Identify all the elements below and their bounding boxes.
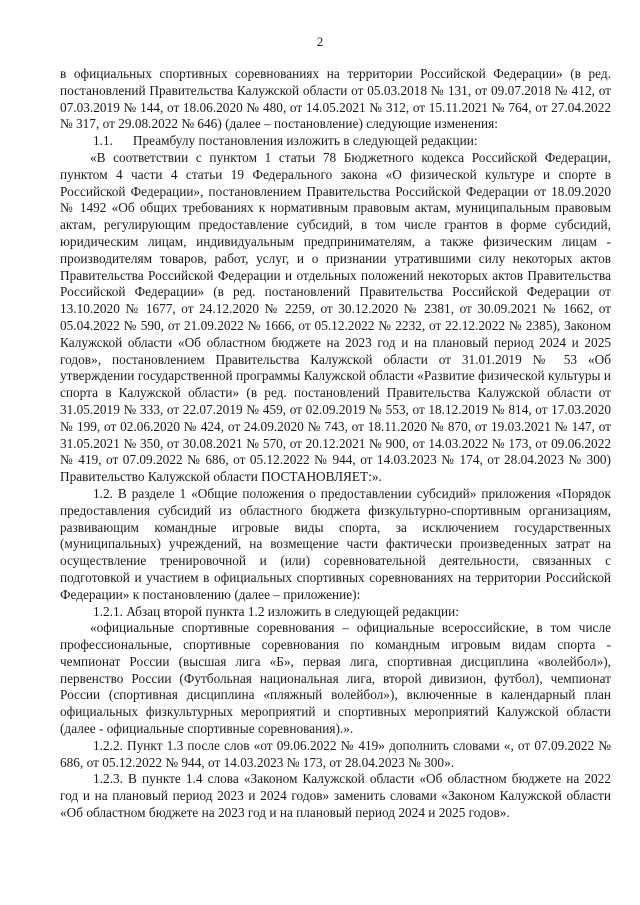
paragraph-1-2-1: 1.2.1. Абзац второй пункта 1.2 изложить в следующей редакции: <box>93 603 459 619</box>
paragraph-1-2-2: 1.2.2. Пункт 1.3 после слов «от 09.06.2022 № 419» дополнить словами «, от 07.09.2022 № 686, от 05.12.2022 № 944, от 14.03.2023 № 173, от 28.04.2023 № 300». <box>60 737 611 770</box>
page-number: 2 <box>316 34 324 49</box>
paragraph-intro: в официальных спортивных соревнованиях на территории Российской Федерации» (в ред. постановлений Правительства Калужской области от 05.03.2018 № 131, от 09.07.2018 № 412, от 07.03.2019 № 144, от 18.06.2020 № 480, от 14.05.2021 № 312, от 15.11.2021 № 764, от 27.04.2022 № 317, от 29.08.2022 № 646) (далее – постановление) следующие изменения: <box>60 66 611 132</box>
document-body <box>60 66 611 822</box>
paragraph-1-2-3: 1.2.3. В пункте 1.4 слова «Законом Калужской области «Об областном бюджете на 2022 год и на плановый период 2023 и 2024 годов» заменить словами «Законом Калужской области «Об областном бюджете на 2023 год и на плановый период 2024 и 2025 годов». <box>60 771 611 821</box>
paragraph-preamble: «В соответствии с пунктом 1 статьи 78 Бюджетного кодекса Российской Федерации, пунктом 4 части 4 статьи 19 Федерального закона «О физической культуре и спорте в Российской Федерации», постановлением Правительства Российской Федерации от 18.09.2020 № 1492 «Об общих требованиях к нормативным правовым актам, муниципальным правовым актам, регулирующим предоставление субсидий, в том числе грантов в форме субсидий, юридическим лицам, индивидуальным предпринимателям, а также физическим лицам - производителям товаров, работ, услуг, и о признании утратившими силу некоторых актов Правительства Российской Федерации и отдельных положений некоторых актов Правительства Российской Федерации» (в ред. постановлений Правительства Российской Федерации от 13.10.2020 № 1677, от 24.12.2020 № 2259, от 30.12.2020 № 2381, от 30.09.2021 № 1662, от 05.04.2022 № 590, от 21.09.2022 № 1666, от 05.12.2022 № 2232, от 22.12.2022 № 2385), Законом Калужской области «Об областном бюджете на 2023 год и на плановый период 2024 и 2025 годов», постановлением Правительства Калужской области от 31.01.2019 № 53 «Об утверждении государственной программы Калужской области «Развитие физической культуры и спорта в Калужской области» (в ред. постановлений Правительства Калужской области от 31.05.2019 № 333, от 22.07.2019 № 459, от 02.09.2019 № 553, от 18.12.2019 № 814, от 17.03.2020 № 199, от 02.06.2020 № 424, от 24.09.2020 № 743, от 18.11.2020 № 870, от 19.03.2021 № 147, от 31.05.2021 № 350, от 30.08.2021 № 570, от 20.12.2021 № 900, от 14.03.2022 № 173, от 09.06.2022 № 419, от 07.09.2022 № 686, от 05.12.2022 № 944, от 14.03.2023 № 174, от 28.04.2023 № 300) Правительство Калужской области ПОСТАНОВЛЯЕТ:». <box>60 149 611 485</box>
paragraph-definition: «официальные спортивные соревнования – официальные всероссийские, в том числе профессиональные, спортивные соревнования по командным игровым видам спорта - чемпионат России (высшая лига «Б», первая лига, спортивная дисциплина «волейбол»), первенство России (Футбольная национальная лига, второй дивизион, футбол), чемпионат России (спортивная дисциплина «пляжный волейбол»), включенные в календарный план официальных физкультурных мероприятий и спортивных мероприятий Калужской области (далее - официальные спортивные соревнования).». <box>60 620 611 737</box>
paragraph-1-1: 1.1. Преамбулу постановления изложить в следующей редакции: <box>93 133 478 149</box>
paragraph-1-2: 1.2. В разделе 1 «Общие положения о предоставлении субсидий» приложения «Порядок предоставления субсидий из областного бюджета физкультурно-спортивным организациям, развивающим командные игровые виды спорта, за исключением государственных (муниципальных) учреждений, на возмещение части фактически произведенных затрат на осуществление тренировочной и (или) соревновательной деятельности, связанных с подготовкой и участием в официальных спортивных соревнованиях на территории Российской Федерации» к постановлению (далее – приложение): <box>60 485 611 602</box>
